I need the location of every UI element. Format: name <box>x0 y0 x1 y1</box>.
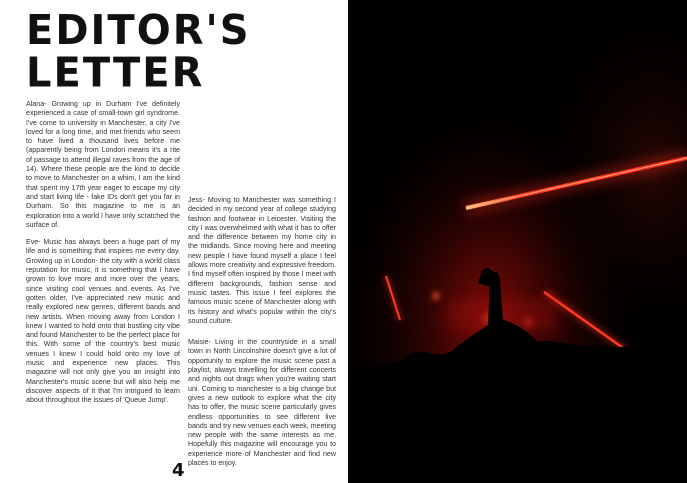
paragraph-eve: Eve- Music has always been a huge part of my life and is something that inspires me every day. Growing up in London- the city with a world class reputation for music, it is something that I have grown to love more and more over the years, since visiting cool venues and events. As I've gotten older, I've appreciated new music and really explored new genres, different bands and new artists. When moving away from London I knew I wanted to hold onto that bustling city vibe and found Manchester to be the perfect place for this. With some of the country's best music venues I knew I could hold onto my love of music and experience new places. This magazine will not only give you an insight into Manchester's music scene but will also help me discover aspects of it that I'm intrigued to learn about throughout the issues of 'Queue Jump'. <box>26 238 180 405</box>
text-column-right <box>188 196 336 476</box>
page-number: 4 <box>172 460 185 481</box>
paragraph-jess: Jess- Moving to Manchester was something I decided in my second year of college studying fashion and footwear in Leicester. Visiting the city I was overwhelmed with what it has to offer and the difference between my home city in the midlands. Since moving here and meeting new people I have found myself a place I feel allows more creativity and expressive freedom. I find myself often inspired by those I meet with different backgrounds, fashion sense and music tastes. This issue I feel explores the famous music scene of Manchester along with its history and what's popular within the city's sound culture. <box>188 196 336 325</box>
page-title <box>26 9 326 95</box>
paragraph-alana: Alana- Growing up in Durham I've definitely experienced a case of small-town girl syndrome. I've come to university in Manchester, a city I've loved for a long time, and met friends who seem to have lived a thousand lives before me (apparently being from London means it's a rite of passage to attend illegal raves from the age of 14). Where these people are the kind to decide to move to Manchester on a whim, I am the kind that spent my 17th year eager to escape my city and start living life - fake IDs don't get you far in Durham. So this magazine to me is an exploration into a world I have only scratched the surface of. <box>26 100 180 229</box>
right-page <box>348 0 687 483</box>
concert-photo <box>348 0 687 483</box>
paragraph-maisie: Maisie- Living in the countryside in a small town in North Lincolnshire doesn't give a lot of opportunity to explore the music scene past a playlist, always travelling for different concerts and nights out drags when you're waiting start uni. Coming to manchester is a big change but gives a new outlook to explore what the city has to offer, the music scene particularly gives endless opportunities to see different live bands and try new venues each week, meeting new people with the same interests as me. Hopefully this magazine will encourage you to experience more of Manchester and find new places to enjoy. <box>188 338 336 468</box>
text-column-left <box>26 100 180 414</box>
title-line-2: LETTER <box>26 49 205 97</box>
title-line-1: EDITOR'S <box>26 7 251 55</box>
stage-light <box>432 292 440 300</box>
